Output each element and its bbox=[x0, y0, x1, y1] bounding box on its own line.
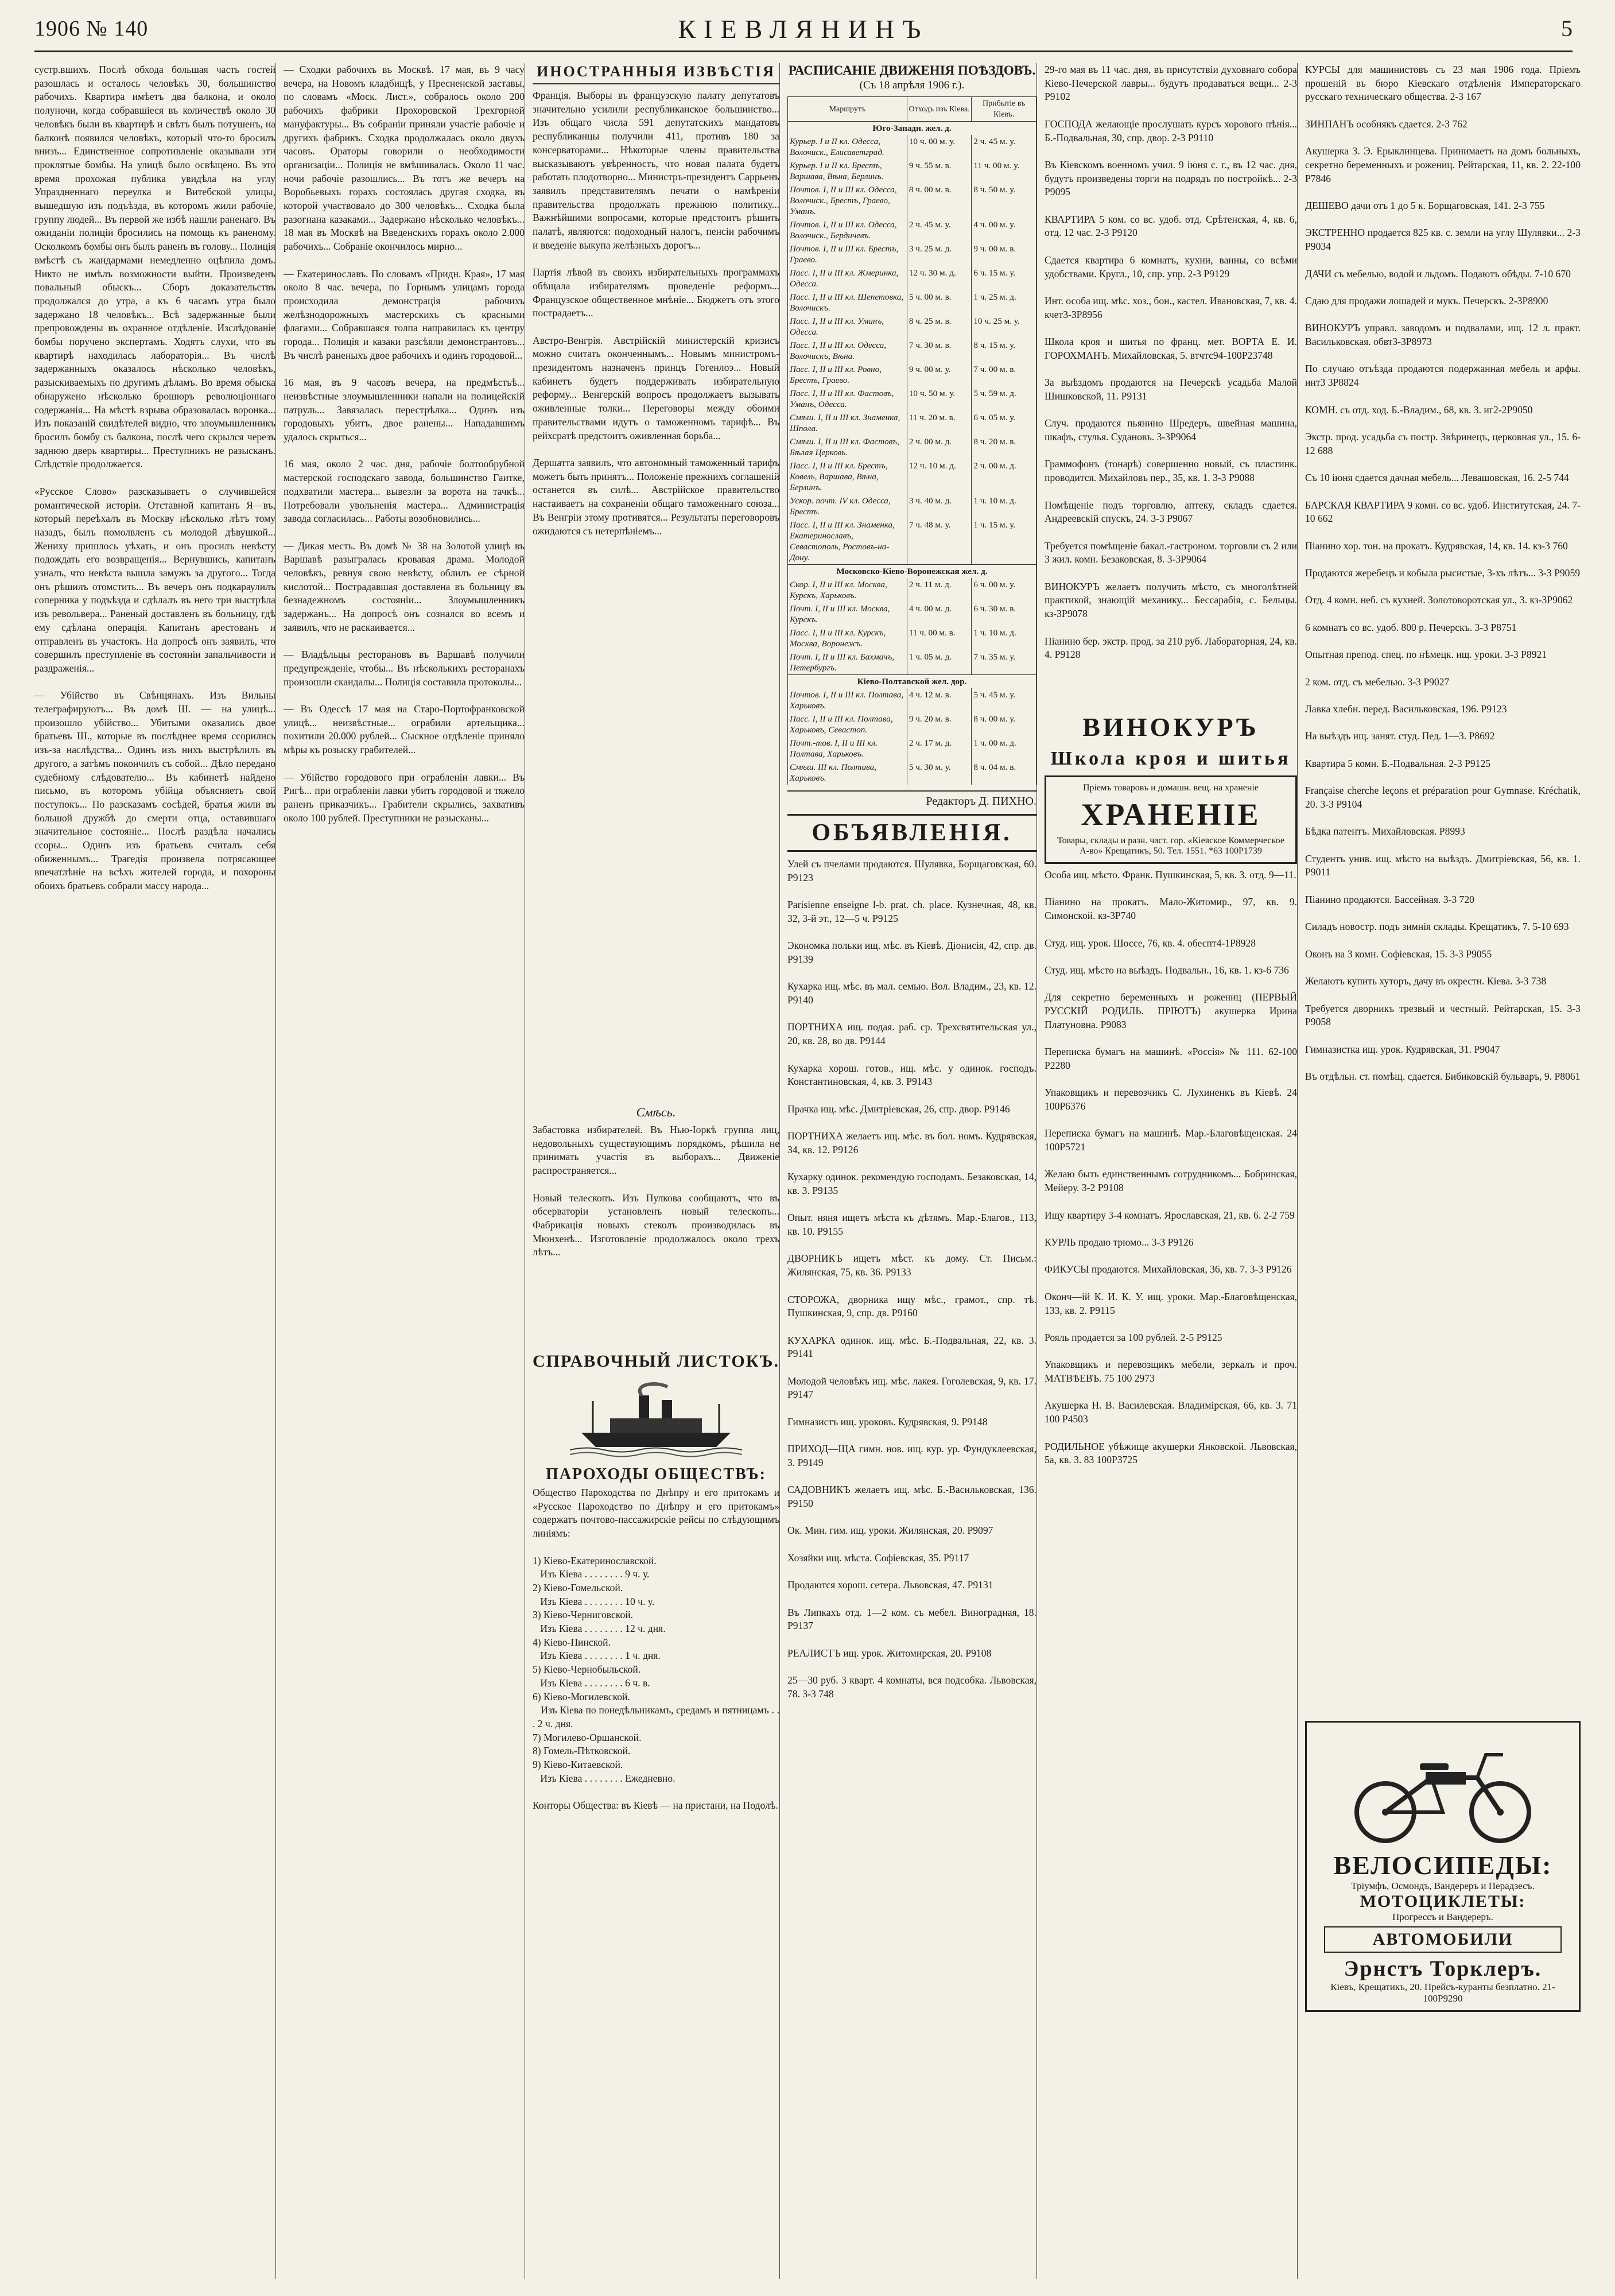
issue-number: 1906 № 140 bbox=[34, 17, 149, 41]
schedule-route: Смѣш. I, II и III кл. Знаменка, Шпола. bbox=[788, 411, 907, 435]
schedule-row bbox=[788, 411, 1036, 435]
smes-title: Смѣсь. bbox=[636, 1105, 676, 1119]
schedule-arrival: 2 ч. 45 м. у. bbox=[972, 135, 1036, 159]
schedule-route: Пасс. I, II и III кл. Курскъ, Москва, Воронежъ. bbox=[788, 626, 907, 650]
schedule-arrival: 1 ч. 10 м. д. bbox=[972, 626, 1036, 650]
column-2 bbox=[284, 63, 525, 2279]
schedule-arrival: 7 ч. 35 м. у. bbox=[972, 650, 1036, 675]
schedule-row bbox=[788, 578, 1036, 602]
schedule-route: Пасс. I, II и III кл. Жмеринка, Одесса. bbox=[788, 266, 907, 290]
schedule-departure: 9 ч. 55 м. в. bbox=[907, 159, 972, 183]
schedule-arrival: 6 ч. 30 м. в. bbox=[972, 602, 1036, 626]
schedule-row bbox=[788, 183, 1036, 218]
schedule-departure: 11 ч. 00 м. в. bbox=[907, 626, 972, 650]
editor-line: Редакторъ Д. ПИХНО. bbox=[787, 790, 1036, 808]
schedule-arrival: 6 ч. 05 м. у. bbox=[972, 411, 1036, 435]
schedule-section-name: Кіево-Полтавской жел. дор. bbox=[788, 675, 1036, 689]
schedule-row bbox=[788, 387, 1036, 411]
motorcycle-icon bbox=[1340, 1732, 1546, 1847]
schedule-route: Пасс. I, II и III кл. Уманъ, Одесса. bbox=[788, 315, 907, 339]
schedule-route: Почтов. I, II и III кл. Полтава, Харьковъ. bbox=[788, 688, 907, 712]
schedule-arrival: 8 ч. 15 м. у. bbox=[972, 339, 1036, 363]
schedule-row bbox=[788, 459, 1036, 494]
schedule-route: Пасс. I, II и III кл. Одесса, Волочискъ, Вѣна. bbox=[788, 339, 907, 363]
schedule-row bbox=[788, 626, 1036, 650]
column-5-ads-bottom: Особа ищ. мѣсто. Франк. Пушкинская, 5, кв. 3. отд. 9—11. Піанино на прокатъ. Мало-Житомир., 97, кв. 9. Симонской. кз-3Р740 Студ. ищ. урок. Шоссе, 76, кв. 4. обеспт4-1Р8928 Студ. ищ. мѣсто на выѣздъ. Подвальн., 16, кв. 1. кз-6 736 Для секретно беременныхъ и рожениц (ПЕРВЫЙ РУССКІЙ РОДИЛЬ. ПРІЮТЪ) акушерка Ирина Платуновна. Р9083 Переписка бумагъ на машинѣ. «Россія» № 111. 62-100 Р2280 Упаковщикъ и перевозчикъ С. Лухиненкъ въ Кіевѣ. 24 100Р6376 Переписка бумагъ на машинѣ. Мар.-Благовѣщенская. 24 100Р5721 Желаю быть единственнымъ сотрудникомъ... Бобринская, Мейеру. 3-2 Р9108 Ищу квартиру 3-4 комнатъ. Ярославская, 21, кв. 6. 2-2 759 КУРЛЬ продаю трюмо... 3-3 Р9126 ФИКУСЫ продаются. Михайловская, 36, кв. 7. 3-3 Р9126 Оконч—ій К. И. К. У. ищ. уроки. Мар.-Благовѣщенская, 133, кв. 2. Р9115 Рояль продается за 100 рублей. 2-5 Р9125 Упаковщикъ и перевозщикъ мебели, зеркалъ и проч. МАТВѢЕВЪ. 75 100 2973 Акушерка Н. В. Василевская. Владимірская, 66, кв. 3. 71 100 Р4503 РОДИЛЬНОЕ убѣжище акушерки Янковской. Львовская, 5а, кв. 3. 83 100Р3725 bbox=[1045, 869, 1297, 1466]
schedule-arrival: 5 ч. 45 м. у. bbox=[972, 688, 1036, 712]
schedule-departure: 2 ч. 45 м. у. bbox=[907, 218, 972, 242]
schedule-row bbox=[788, 290, 1036, 315]
schedule-header-departure: Отходъ изъ Кіева. bbox=[907, 97, 972, 122]
sewing-school-banner: Школа кроя и шитья bbox=[1050, 748, 1291, 769]
schedule-route: Почтов. I, II и III кл. Одесса, Волочиск., Бердичевъ. bbox=[788, 218, 907, 242]
schedule-route: Пасс. I, II и III кл. Брестъ, Ковель, Варшава, Вѣна, Берлинъ. bbox=[788, 459, 907, 494]
bicycle-ad bbox=[1305, 1721, 1581, 2012]
schedule-departure: 7 ч. 48 м. у. bbox=[907, 518, 972, 565]
page-number: 5 bbox=[1561, 15, 1573, 41]
bicycles-brands: Тріумфъ, Осмондъ, Вандереръ и Перадзесъ. bbox=[1351, 1880, 1535, 1891]
schedule-route: Пасс. I, II и III кл. Знаменка, Екатеринославъ, Севастополь, Ростовъ-на-Дону. bbox=[788, 518, 907, 565]
automobiles-heading: АВТОМОБИЛИ bbox=[1324, 1926, 1562, 1953]
train-schedule-date: (Съ 18 апрѣля 1906 г.). bbox=[859, 79, 965, 91]
schedule-departure: 2 ч. 11 м. д. bbox=[907, 578, 972, 602]
train-schedule-table bbox=[787, 96, 1036, 785]
column-5 bbox=[1045, 63, 1298, 2279]
column-1 bbox=[34, 63, 276, 2279]
schedule-arrival: 1 ч. 15 м. у. bbox=[972, 518, 1036, 565]
schedule-departure: 4 ч. 00 м. д. bbox=[907, 602, 972, 626]
schedule-route: Курьер. I и II кл. Одесса, Волочиск., Елисаветград. bbox=[788, 135, 907, 159]
newspaper-title: КІЕВЛЯНИНЪ bbox=[678, 14, 929, 44]
schedule-row bbox=[788, 339, 1036, 363]
dealer-address: Кіевъ, Крещатикъ, 20. Прейсъ-куранты безплатно. 21-100Р9290 bbox=[1330, 1981, 1555, 2004]
schedule-route: Пасс. I, II и III кл. Полтава, Харьковъ, Севастоп. bbox=[788, 712, 907, 736]
bicycles-heading: ВЕЛОСИПЕДЫ: bbox=[1333, 1851, 1552, 1880]
schedule-section-name: Московско-Кіево-Воронежская жел. д. bbox=[788, 565, 1036, 579]
schedule-header-route: Маршрутъ bbox=[788, 97, 907, 122]
schedule-arrival: 8 ч. 20 м. в. bbox=[972, 435, 1036, 459]
schedule-arrival: 1 ч. 25 м. д. bbox=[972, 290, 1036, 315]
schedule-route: Почтов. I, II и III кл. Одесса, Волочиск., Брестъ, Граево, Уманъ. bbox=[788, 183, 907, 218]
schedule-departure: 4 ч. 12 м. в. bbox=[907, 688, 972, 712]
schedule-arrival: 1 ч. 00 м. д. bbox=[972, 736, 1036, 761]
schedule-route: Смѣш. III кл. Полтава, Харьковъ. bbox=[788, 761, 907, 785]
storage-ad-title: ХРАНЕНІЕ bbox=[1081, 797, 1261, 832]
schedule-arrival: 4 ч. 00 м. у. bbox=[972, 218, 1036, 242]
schedule-route: Скор. I, II и III кл. Москва, Курскъ, Харьковъ. bbox=[788, 578, 907, 602]
schedule-section-row bbox=[788, 122, 1036, 135]
schedule-route: Курьер. I и II кл. Брестъ, Варшава, Вѣна, Берлинъ. bbox=[788, 159, 907, 183]
schedule-route: Пасс. I, II и III кл. Шепетовка, Волочискъ. bbox=[788, 290, 907, 315]
schedule-header-arrival: Прибытіе въ Кіевъ. bbox=[972, 97, 1036, 122]
schedule-departure: 8 ч. 00 м. в. bbox=[907, 183, 972, 218]
schedule-row bbox=[788, 761, 1036, 785]
schedule-departure: 10 ч. 00 м. у. bbox=[907, 135, 972, 159]
steamers-title: ПАРОХОДЫ ОБЩЕСТВЪ: bbox=[545, 1465, 767, 1483]
schedule-arrival: 2 ч. 00 м. д. bbox=[972, 459, 1036, 494]
smes-text: Забастовка избирателей. Въ Нью-Іоркѣ группа лиц, недовольныхъ существующимъ порядкомъ, рѣшила не принимать участія въ выборахъ... Движеніе распространяется... Новый телескопъ. Изъ Пулкова сообщаютъ, что въ обсерваторіи установленъ новый телескопъ... Фабрикація новыхъ стеколъ производилась въ Мюнхенѣ... Изготовленіе продолжалось около трехъ лѣтъ... bbox=[533, 1124, 779, 1258]
schedule-section-name: Юго-Западн. жел. д. bbox=[788, 122, 1036, 135]
schedule-row bbox=[788, 736, 1036, 761]
schedule-row bbox=[788, 650, 1036, 675]
column-3 bbox=[533, 63, 780, 2279]
schedule-arrival: 5 ч. 59 м. д. bbox=[972, 387, 1036, 411]
storage-ad-details: Товары, склады и разн. част. гор. «Кіевское Коммерческое А-во» Крещатикъ, 50. Тел. 1551. *63 100Р1739 bbox=[1057, 836, 1284, 856]
storage-ad-lead: Пріемъ товаровъ и домашн. вещ. на храненіе bbox=[1083, 783, 1259, 793]
schedule-arrival: 1 ч. 10 м. д. bbox=[972, 494, 1036, 518]
schedule-departure: 1 ч. 05 м. д. bbox=[907, 650, 972, 675]
train-schedule-title: РАСПИСАНІЕ ДВИЖЕНІЯ ПОѢЗДОВЪ. bbox=[788, 63, 1036, 77]
column-1-text: сустр.вшихъ. Послѣ обхода большая часть гостей разошлась и осталось человѣкъ 30, большинство рабочихъ. Квартира имѣетъ два балкона, и около полуночи, когда собравшіеся въ количествѣ около 30 человѣкъ были въ квартирѣ и свѣтъ былъ потушенъ, на балконѣ появился человѣкъ, который что-то бросилъ внизъ... Единственное сопротивленіе оказывали эти проклятые бомбы. На улицѣ было освѣщено. Въ это время прохожая публика увидѣла на углу Упраздненнаго переулка и Витебской улицы, вышедшую изъ подъѣзда, въ которомъ жили рабочіе, группу людей... Въ первой же избѣ нашли раненаго. Въ ожиданіи полиціи бросились на помощь къ раненому. Осколкомъ бомбы онъ былъ раненъ въ голову... Полиція вмѣстѣ съ жандармами немедленно оцѣпила домъ. Никто не имѣлъ возможности выйти. Произведенъ повальный обыскъ... Сборъ доказательствъ продолжался до утра, а къ 6 часамъ утра было задержано 18 человѣкъ... Всѣ задержанные были препровождены въ охранное отдѣленіе. Изслѣдованіе бомбы поручено экспертамъ. Ходятъ слухи, что въ квартирѣ находилась лабораторія... Въ числѣ задержанныхъ оказалось нѣсколько человѣкъ, разыскиваемыхъ по другимъ дѣламъ. Во время обыска обнаружено нѣсколько брошюръ революціоннаго содержанія... На мѣстѣ взрыва образовалась воронка... Изъ показаній свидѣтелей видно, что злоумышленникъ бросилъ бомбу съ балкона, послѣ чего скрылся черезъ заднюю дверь квартиры... Преступникъ не разысканъ. Слѣдствіе продолжается. «Русское Слово» разсказываетъ о случившейся романтической исторіи. Отставной капитанъ Я—въ, который переѣхалъ въ Москву нѣсколько лѣтъ тому назадъ, былъ помолвленъ съ молодой дѣвушкой... Жениху пришлось уѣхать, и онъ просилъ невѣсту подождать его возвращенія... Вернувшись, капитанъ узналъ, что невѣста вышла замужъ за другого... Тогда онъ рѣшилъ отомстить... Въ вечеръ онъ подкараулилъ соперника у подъѣзда и сдѣлалъ въ него три выстрѣла изъ револьвера... Раненый доставленъ въ больницу, гдѣ ему сдѣлана операція. Капитанъ арестованъ и отправленъ въ участокъ. На допросѣ онъ заявилъ, что совершилъ преступленіе въ состояніи запальчивости и раздраженія... — Убійство въ Свѣнцянахъ. Изъ Вильны телеграфируютъ... Въ домѣ Ш. — на улицѣ... произошло убійство... Убитыми оказались двое братьевъ Ш., которые въ послѣднее время ссорились изъ-за наслѣдства... Одинъ изъ нихъ выстрѣлилъ въ другого, а затѣмъ покончилъ съ собой... Дѣло передано судебному слѣдователю... Въ кабинетѣ найдено письмо, въ которомъ убійца объясняетъ свой поступокъ... По разсказамъ сосѣдей, братья жили въ большой дружбѣ до смерти отца, оставившаго значительное состояніе... Послѣ раздѣла начались ссоры... Одинъ изъ братьевъ считалъ себя обиженнымъ... Трагедія произвела потрясающее впечатлѣніе на всѣхъ жителей города, и похороны обоихъ братьевъ собрали массу народа... bbox=[34, 64, 275, 892]
column-6 bbox=[1305, 63, 1581, 2279]
schedule-departure: 5 ч. 00 м. в. bbox=[907, 290, 972, 315]
column-4 bbox=[787, 63, 1037, 2279]
schedule-row bbox=[788, 363, 1036, 387]
schedule-row bbox=[788, 315, 1036, 339]
schedule-arrival: 8 ч. 50 м. у. bbox=[972, 183, 1036, 218]
schedule-arrival: 6 ч. 15 м. у. bbox=[972, 266, 1036, 290]
schedule-route: Почтов. I, II и III кл. Брестъ, Граево. bbox=[788, 242, 907, 266]
vinokur-banner: ВИНОКУРЪ bbox=[1082, 712, 1259, 742]
schedule-row bbox=[788, 494, 1036, 518]
schedule-route: Ускор. почт. IV кл. Одесса, Брестъ. bbox=[788, 494, 907, 518]
schedule-departure: 8 ч. 25 м. в. bbox=[907, 315, 972, 339]
schedule-departure: 3 ч. 40 м. д. bbox=[907, 494, 972, 518]
steamship-icon bbox=[570, 1378, 742, 1459]
schedule-row bbox=[788, 712, 1036, 736]
schedule-departure: 2 ч. 00 м. д. bbox=[907, 435, 972, 459]
motorcycles-brands: Прогрессъ и Вандереръ. bbox=[1392, 1911, 1493, 1922]
schedule-arrival: 6 ч. 00 м. у. bbox=[972, 578, 1036, 602]
schedule-departure: 7 ч. 30 м. в. bbox=[907, 339, 972, 363]
schedule-route: Почт. I, II и III кл. Москва, Курскъ. bbox=[788, 602, 907, 626]
schedule-arrival: 7 ч. 00 м. в. bbox=[972, 363, 1036, 387]
column-2-text: — Сходки рабочихъ въ Москвѣ. 17 мая, въ 9 часу вечера, на Новомъ кладбищѣ, у Пресненской заставы, по словамъ «Моск. Лист.», собралось около 200 рабочихъ фабрики Прохоровской Трехгорной мануфактуры... Въ собраніи приняли участіе рабочіе и другихъ фабрикъ. Сходка продолжалась около двухъ часовъ. Ораторы говорили о необходимости организаціи... Полиція не вмѣшивалась. Около 11 час. ночи рабочіе разошлись... Въ тотъ же вечеръ на Воробьевыхъ горахъ состоялась другая сходка, въ которой участвовало до 300 человѣкъ... Сходка была разогнана казаками... Задержано нѣсколько человѣкъ... 18 мая въ Москвѣ на Введенскихъ горахъ около 2.000 рабочихъ... Собраніе окончилось мирно... — Екатеринославъ. По словамъ «Придн. Края», 17 мая около 8 час. вечера, по Горнымъ улицамъ города происходила демонстрація рабочихъ желѣзнодорожныхъ мастерскихъ съ красными флагами... Собравшаяся толпа направилась къ центру города... Полиція и казаки разсѣяли демонстрантовъ... Въ числѣ раненыхъ двое рабочихъ и одинъ городовой... 16 мая, въ 9 часовъ вечера, на предмѣстьѣ... неизвѣстные злоумышленники напали на полицейскій патруль... Завязалась перестрѣлка... Одинъ изъ городовыхъ убитъ, двое ранены... Нападавшимъ удалось скрыться... 16 мая, около 2 час. дня, рабочіе болтообрубной мастерской господскаго завода, большинство Гаитке, подхватили мастера... вывезли за ворота на тачкѣ... Потребовали увольненія мастера... Администрація завода согласилась... Работы возобновились... — Дикая месть. Въ домѣ № 38 на Золотой улицѣ въ Варшавѣ разыгралась кровавая драма. Молодой человѣкъ, ревнуя свою невѣсту, облилъ ее сѣрной кислотой... Пострадавшая доставлена въ больницу въ безнадежномъ состояніи... Злоумышленникъ задержанъ... На допросѣ онъ сознался во всемъ и заявилъ, что не раскаивается... — Владѣльцы ресторановъ въ Варшавѣ получили предупрежденіе, чтобы... Въ нѣсколькихъ ресторанахъ произошли скандалы... Полиція составила протоколы... — Въ Одессѣ 17 мая на Старо-Портофранковской улицѣ... неизвѣстные... ограбили артельщика... похитили 20.000 рублей... Сыскное отдѣленіе приняло мѣры къ розыску грабителей... — Убійство городового при ограбленіи лавки... Въ Ригѣ... при ограбленіи лавки убитъ городовой и тяжело раненъ приказчикъ... Грабители скрылись, захвативъ около 100 рублей. Преступники не разысканы... bbox=[284, 64, 525, 824]
steamers-text: Общество Пароходства по Днѣпру и его притокамъ и «Русское Пароходство по Днѣпру и его притокамъ» содержатъ почтово-пассажирскіе рейсы по слѣдующимъ линіямъ: 1) Кіево-Екатеринославской. Изъ Кіева . . . . . . . . 9 ч. у. 2) Кіево-Гомельской. Изъ Кіева . . . . . . . . 10 ч. у. 3) Кіево-Черниговской. Изъ Кіева . . . . . . . . 12 ч. дня. 4) Кіево-Пинской. Изъ Кіева . . . . . . . . 1 ч. дня. 5) Кіево-Чернобыльской. Изъ Кіева . . . . . . . . 6 ч. в. 6) Кіево-Могилевской. Изъ Кіева по понедѣльникамъ, средамъ и пятницамъ . . . 2 ч. дня. 7) Могилево-Оршанской. 8) Гомель-Пѣтковской. 9) Кіево-Китаевской. Изъ Кіева . . . . . . . . Ежедневно. Конторы Общества: въ Кіевѣ — на пристани, на Подолѣ. bbox=[533, 1487, 779, 1812]
schedule-arrival: 11 ч. 00 м. у. bbox=[972, 159, 1036, 183]
schedule-arrival: 9 ч. 00 м. в. bbox=[972, 242, 1036, 266]
schedule-departure: 9 ч. 20 м. в. bbox=[907, 712, 972, 736]
foreign-news-title: ИНОСТРАННЫЯ ИЗВѢСТІЯ bbox=[533, 63, 779, 84]
schedule-arrival: 8 ч. 04 м. в. bbox=[972, 761, 1036, 785]
dealer-name: Эрнстъ Торклеръ. bbox=[1344, 1957, 1542, 1981]
storage-ad bbox=[1045, 775, 1297, 864]
column-6-ads: КУРСЫ для машинистовъ съ 23 мая 1906 года. Пріемъ прошеній въ бюро Кіевскаго отдѣленія Императорскаго русскаго техническаго общества. 2-3 167 ЗИНПАНЪ особнякъ сдается. 2-3 762 Акушерка З. Э. Ерыклинцева. Принимаетъ на домъ больныхъ, секретно беременныхъ и рожениц. Рейтарская, 11, кв. 2. 22-100 Р7846 ДЕШЕВО дачи отъ 1 до 5 к. Борщаговская, 141. 2-3 755 ЭКСТРЕННО продается 825 кв. с. земли на углу Шулявки... 2-3 Р9034 ДАЧИ съ мебелью, водой и льдомъ. Подаютъ обѣды. 7-10 670 Сдаю для продажи лошадей и мукъ. Печерскъ. 2-3Р8900 ВИНОКУРЪ управл. заводомъ и подвалами, ищ. 12 л. практ. Васильковская. обвт3-3Р8973 По случаю отъѣзда продаются подержанная мебель и арфы. инт3 3Р8824 КОМН. съ отд. ход. Б.-Владим., 68, кв. 3. иг2-2Р9050 Экстр. прод. усадьба съ постр. Звѣринецъ, церковная ул., 15. 6-12 688 Съ 10 іюня сдается дачная мебель... Левашовская, 16. 2-5 744 БАРСКАЯ КВАРТИРА 9 комн. со вс. удоб. Институтская, 24. 7-10 662 Піанино хор. тон. на прокатъ. Кудрявская, 14, кв. 14. кз-3 760 Продаются жеребецъ и кобыла рысистые, 3-хъ лѣтъ... 3-3 Р9059 Отд. 4 комн. неб. съ кухней. Золотоворотская ул., 3. кз-3Р9062 6 комнатъ со вс. удоб. 800 р. Печерскъ. 3-3 Р8751 Опытная препод. спец. по нѣмецк. ищ. уроки. 3-3 Р8921 2 ком. отд. съ мебелью. 3-3 Р9027 Лавка хлебн. перед. Васильковская, 196. Р9123 На выѣздъ ищ. занят. студ. Пед. 1—3. Р8692 Квартира 5 комн. Б.-Подвальная. 2-3 Р9125 Française cherche leçons et préparation pour Gymnase. Kréchatik, 20. 3-3 Р9104 Бѣдка патентъ. Михайловская. Р8993 Студентъ унив. ищ. мѣсто на выѣздъ. Дмитріевская, 56, кв. 1. Р9011 Піанино продаются. Бассейная. 3-3 720 Силадъ новостр. подъ зимнія склады. Крещатикъ, 7. 5-10 693 Оконъ на 3 комн. Софіевская, 15. 3-3 Р9055 Желаютъ купить хуторъ, дачу въ окрестн. Кіева. 3-3 738 Требуется дворникъ трезвый и честный. Рейтарская, 15. 3-3 Р9058 Гимназистка ищ. урок. Кудрявская, 31. Р9047 Въ отдѣльн. ст. помѣщ. сдается. Бибиковскій бульваръ, 9. Р8061 bbox=[1305, 64, 1581, 1083]
schedule-departure: 9 ч. 00 м. у. bbox=[907, 363, 972, 387]
column-4-ads: Улей съ пчелами продаются. Шулявка, Борщаговская, 60. Р9123 Parisienne enseigne l-b. prat. ch. place. Кузнечная, 48, кв. 32, 3-й эт., 12—5 ч. Р9125 Экономка польки ищ. мѣс. въ Кіевѣ. Діонисія, 42, спр. дв. Р9139 Кухарка ищ. мѣс. въ мал. семью. Вол. Владим., 23, кв. 12. Р9140 ПОРТНИХА ищ. подая. раб. ср. Трехсвятительская ул., 20, кв. 28, во дв. Р9144 Кухарка хорош. готов., ищ. мѣс. у одинок. господъ. Константиновская, 4, кв. 3. Р9143 Прачка ищ. мѣс. Дмитріевская, 26, спр. двор. Р9146 ПОРТНИХА желаетъ ищ. мѣс. въ бол. номъ. Кудрявская, 34, кв. 12. Р9126 Кухарку одинок. рекомендую господамъ. Безаковская, 14, кв. 3. Р9135 Опыт. няня ищетъ мѣста къ дѣтямъ. Мар.-Благов., 113, кв. 10. Р9155 ДВОРНИКЪ ищетъ мѣст. къ дому. Ст. Письм.: Жилянская, 75, кв. 36. Р9133 СТОРОЖА, дворника ищу мѣс., грамот., спр. тѣ. Пушкинская, 9, спр. дв. Р9160 КУХАРКА одинок. ищ. мѣс. Б.-Подвальная, 22, кв. 3. Р9141 Молодой человѣкъ ищ. мѣс. лакея. Гоголевская, 9, кв. 17. Р9147 Гимназистъ ищ. уроковъ. Кудрявская, 9. Р9148 ПРИХОД—ЩА гимн. нов. ищ. кур. ур. Фундуклеевская, 3. Р9149 САДОВНИКЪ желаетъ ищ. мѣс. Б.-Васильковская, 136. Р9150 Ок. Мин. гим. ищ. уроки. Жилянская, 20. Р9097 Хозяйки ищ. мѣста. Софіевская, 35. Р9117 Продаются хорош. сетера. Львовская, 47. Р9131 Въ Липкахъ отд. 1—2 ком. съ мебел. Виноградная, 18. Р9137 РЕАЛИСТЪ ищ. урок. Житомирская, 20. Р9108 25—30 руб. 3 кварт. 4 комнаты, вся подсобка. Львовская, 78. 3-3 748 bbox=[787, 858, 1036, 1700]
foreign-news-text: Франція. Выборы въ французскую палату депутатовъ значительно усилили республиканское большинство... Изъ общаго числа 591 депутатскихъ мандатовъ республиканцы получили 411, противъ 180 за консерваторами... Нѣкоторые члены правительства высказываютъ увѣренность, что новая палата будетъ работать плодотворно... Министръ-президентъ Саррьенъ заявилъ представителямъ печати о намѣреніи правительства продолжать прежнюю политику... Важнѣйшими вопросами, которые предстоитъ рѣшить палатѣ, являются: подоходный налогъ, пенсіи рабочимъ и введеніе выкупа желѣзныхъ дорогъ... Партія лѣвой въ своихъ избирательныхъ программахъ обѣщала избирателямъ проведеніе реформъ... Французское общественное мнѣніе... Бюджетъ отъ этого пострадаетъ... Австро-Венгрія. Австрійскій министерскій кризисъ можно считать оконченнымъ... Новымъ министромъ-президентомъ назначенъ принцъ Гогенлоэ... Новый кабинетъ будетъ поддерживать избирательную реформу... Венгерскій вопросъ продолжаетъ вызывать оживленные толки... Переговоры между обоими правительствами идутъ о таможенномъ тарифѣ... Въ рейхсратѣ предстоитъ оживленная борьба... Дершатта заявилъ, что автономный таможенный тарифъ можетъ быть принятъ... Положеніе прежнихъ соглашеній останется въ силѣ... Австрійское правительство настаиваетъ на сохраненіи общаго таможеннаго союза... Въ Венгріи этому противятся... Результаты переговоровъ ожидаются съ нетерпѣніемъ... bbox=[533, 90, 779, 537]
schedule-row bbox=[788, 518, 1036, 565]
masthead bbox=[34, 10, 1573, 52]
schedule-section-row bbox=[788, 675, 1036, 689]
column-5-ads-top: 29-го мая въ 11 час. дня, въ присутствіи духовнаго собора Кіево-Печерской лавры... будутъ продаваться вещи... 2-3 Р9102 ГОСПОДА желающіе прослушать курсъ хорового пѣнія... Б.-Подвальная, 30, спр. двор. 2-3 Р9110 Въ Кіевскомъ военномъ учил. 9 іюня с. г., въ 12 час. дня, будутъ произведены торги на подрядъ по постройкѣ... 2-3 Р9095 КВАРТИРА 5 ком. со вс. удоб. отд. Срѣтенская, 4, кв. 6, отд. 12 час. 2-3 Р9120 Сдается квартира 6 комнатъ, кухни, ванны, со всѣми удобствами. Кругл., 10, спр. упр. 2-3 Р9129 Инт. особа ищ. мѣс. хоз., бон., кастел. Ивановская, 7, кв. 4. кчет3-3Р8956 Школа кроя и шитья по франц. мет. ВОРТА Е. И. ГОРОХМАНЪ. Михайловская, 5. втчтс94-100Р23748 За выѣздомъ продаются на Печерскѣ усадьба Малой Шишковской, 11. Р9131 Случ. продаются пьянино Шредеръ, швейная машина, шкафъ, стулья. Судановъ. 3-3Р9064 Граммофонъ (тонарѣ) совершенно новый, съ пластинк. проводится. Михайловъ пер., 35, кв. 1. 3-3 Р9088 Помѣщеніе подъ торговлю, аптеку, складъ сдается. Андреевскій спускъ, 24. 3-3 Р9067 Требуется помѣщеніе бакал.-гастроном. торговли съ 2 или 3 жил. комн. Безаковская, 8. 3-3Р9064 ВИНОКУРЪ желаетъ получить мѣсто, съ многолѣтней практикой, знающій механику... Бессарабія, с. Бельцы. кз-3Р9078 Піанино бер. экстр. прод. за 210 руб. Лабораторная, 24, кв. 4. Р9128 bbox=[1045, 64, 1297, 661]
schedule-row bbox=[788, 266, 1036, 290]
schedule-departure: 5 ч. 30 м. у. bbox=[907, 761, 972, 785]
schedule-route: Пасс. I, II и III кл. Фастовъ, Уманъ, Одесса. bbox=[788, 387, 907, 411]
schedule-departure: 2 ч. 17 м. д. bbox=[907, 736, 972, 761]
schedule-departure: 12 ч. 10 м. д. bbox=[907, 459, 972, 494]
schedule-section-row bbox=[788, 565, 1036, 579]
schedule-row bbox=[788, 242, 1036, 266]
schedule-departure: 10 ч. 50 м. у. bbox=[907, 387, 972, 411]
motorcycles-heading: МОТОЦИКЛЕТЫ: bbox=[1360, 1892, 1526, 1911]
schedule-route: Пасс. I, II и III кл. Ровно, Брестъ, Граево. bbox=[788, 363, 907, 387]
schedule-row bbox=[788, 218, 1036, 242]
schedule-route: Смѣш. I, II и III кл. Фастовъ, Бѣлая Церковь. bbox=[788, 435, 907, 459]
schedule-row bbox=[788, 135, 1036, 159]
schedule-departure: 3 ч. 25 м. д. bbox=[907, 242, 972, 266]
ads-title: ОБЪЯВЛЕНІЯ. bbox=[787, 814, 1036, 852]
schedule-row bbox=[788, 435, 1036, 459]
schedule-departure: 12 ч. 30 м. д. bbox=[907, 266, 972, 290]
schedule-route: Почт.-тов. I, II и III кл. Полтава, Харьковъ. bbox=[788, 736, 907, 761]
schedule-row bbox=[788, 688, 1036, 712]
schedule-row bbox=[788, 159, 1036, 183]
schedule-route: Почт. I, II и III кл. Бахмачъ, Петербургъ. bbox=[788, 650, 907, 675]
schedule-arrival: 10 ч. 25 м. у. bbox=[972, 315, 1036, 339]
schedule-departure: 11 ч. 20 м. в. bbox=[907, 411, 972, 435]
schedule-row bbox=[788, 602, 1036, 626]
reference-sheet-title: СПРАВОЧНЫЙ ЛИСТОКЪ. bbox=[533, 1352, 779, 1371]
schedule-arrival: 8 ч. 00 м. у. bbox=[972, 712, 1036, 736]
